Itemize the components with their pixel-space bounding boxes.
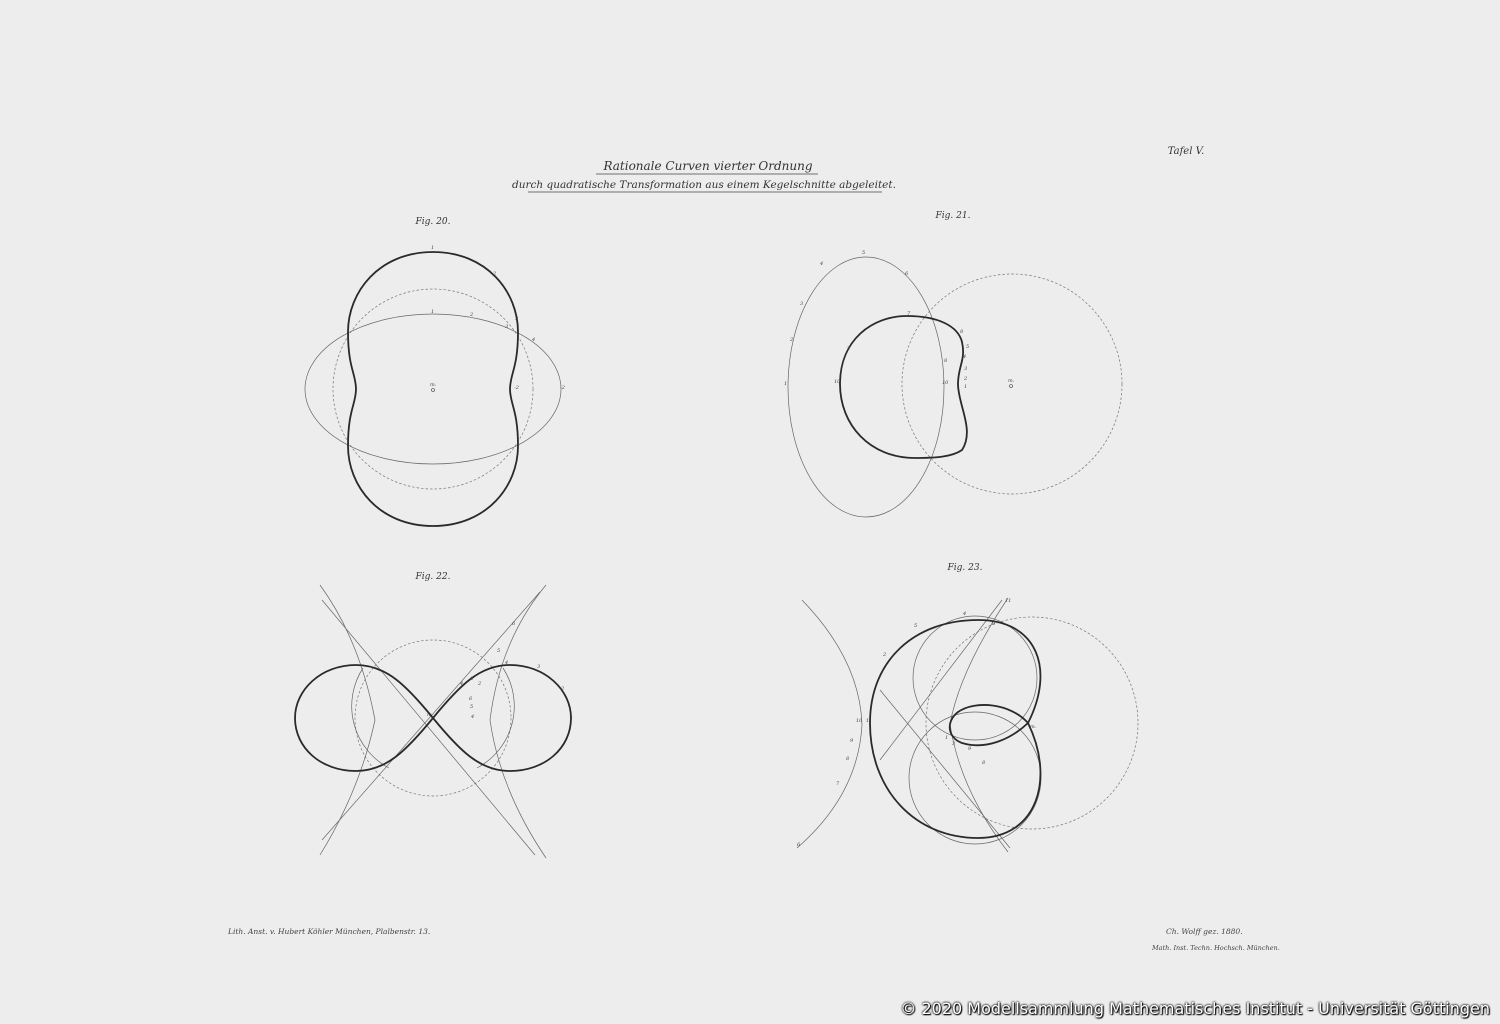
fig23-hyperbola-left <box>797 600 862 848</box>
svg-text:3: 3 <box>470 676 474 682</box>
svg-text:1: 1 <box>570 716 574 722</box>
svg-text:1: 1 <box>784 381 788 387</box>
fig20-center-point <box>432 389 435 392</box>
svg-text:8: 8 <box>944 358 948 364</box>
fig22-hyperbola-left <box>320 585 375 855</box>
svg-text:8: 8 <box>982 760 986 766</box>
copyright-watermark: © 2020 Modellsammlung Mathematisches Institut - Universität Göttingen <box>900 999 1490 1018</box>
svg-text:8: 8 <box>960 329 964 335</box>
svg-text:2: 2 <box>790 337 794 343</box>
fig23-dashed-circle <box>926 617 1138 829</box>
svg-text:7: 7 <box>907 311 911 317</box>
svg-text:3: 3 <box>515 316 519 322</box>
fig20-dashed-circle <box>333 289 536 489</box>
fig23-inner-loop <box>950 705 1028 745</box>
svg-text:4: 4 <box>471 714 475 720</box>
svg-text:5: 5 <box>862 250 866 256</box>
svg-text:2: 2 <box>478 681 482 687</box>
svg-text:5: 5 <box>914 623 918 629</box>
svg-text:3: 3 <box>964 366 968 372</box>
svg-text:4: 4 <box>505 660 509 666</box>
svg-text:6: 6 <box>469 696 473 702</box>
fig21-label: Fig. 21. <box>935 211 971 221</box>
fig23-label: Fig. 23. <box>947 563 983 573</box>
fig20-center-label: m. <box>430 382 437 388</box>
institute-credit: Math. Inst. Techn. Hochsch. München. <box>1152 944 1280 952</box>
fig21-center-point <box>1010 385 1013 388</box>
svg-text:-2: -2 <box>514 385 519 391</box>
svg-text:11: 11 <box>1005 598 1012 604</box>
svg-text:1: 1 <box>431 245 435 251</box>
fig20-quartic-curve <box>348 252 518 526</box>
plate-title: Rationale Curven vierter Ordnung <box>603 159 813 173</box>
svg-text:8: 8 <box>846 756 850 762</box>
svg-text:3: 3 <box>800 301 804 307</box>
fig23-thin-circle-lower <box>909 712 1041 844</box>
fig20-label: Fig. 20. <box>415 217 451 227</box>
fig22-hyperbola-right <box>490 585 546 858</box>
svg-text:9: 9 <box>850 738 854 744</box>
svg-text:m: m <box>427 712 432 718</box>
svg-text:10: 10 <box>834 379 841 385</box>
svg-text:1: 1 <box>431 309 435 315</box>
fig23-cardioid-outer <box>870 620 1040 838</box>
fig20-ellipse <box>305 314 561 464</box>
svg-text:10: 10 <box>942 380 949 386</box>
svg-text:2: 2 <box>964 376 968 382</box>
svg-text:4: 4 <box>820 261 824 267</box>
imprint-left: Lith. Anst. v. Hubert Köhler München, Plalbenstr. 13. <box>228 927 431 936</box>
svg-text:2: 2 <box>561 686 565 692</box>
fig21-center-label: m. <box>1008 378 1015 384</box>
fig21-quartic-curve <box>840 316 970 458</box>
svg-text:4: 4 <box>963 611 967 617</box>
svg-text:3: 3 <box>537 664 541 670</box>
fig22-lemniscate <box>295 665 574 771</box>
svg-text:4: 4 <box>963 354 967 360</box>
fig22-label: Fig. 22. <box>415 572 451 582</box>
svg-text:3: 3 <box>505 324 509 330</box>
svg-text:3: 3 <box>952 741 956 747</box>
svg-text:6: 6 <box>905 271 909 277</box>
tafel-label: Tafel V. <box>1167 146 1205 157</box>
figure-20 <box>305 217 565 526</box>
svg-text:5: 5 <box>497 648 501 654</box>
svg-text:2: 2 <box>883 652 887 658</box>
svg-text:7: 7 <box>836 781 840 787</box>
svg-text:1: 1 <box>866 718 870 724</box>
svg-text:4: 4 <box>460 681 464 687</box>
svg-text:5: 5 <box>470 704 474 710</box>
svg-text:5: 5 <box>966 344 970 350</box>
svg-text:2: 2 <box>470 312 474 318</box>
figure-22 <box>295 572 573 858</box>
fig21-ellipse <box>788 257 944 517</box>
fig23-thin-circle-upper <box>913 616 1037 740</box>
fig23-center-label: m. <box>1030 724 1037 730</box>
plate-subtitle: durch quadratische Transformation aus einem Kegelschnitte abgeleitet. <box>512 179 896 191</box>
svg-text:1: 1 <box>964 384 968 390</box>
svg-text:1: 1 <box>945 735 949 741</box>
figure-21 <box>784 211 1122 517</box>
svg-text:2: 2 <box>493 271 497 277</box>
svg-text:-2: -2 <box>560 385 565 391</box>
svg-text:4: 4 <box>532 337 536 343</box>
svg-text:6: 6 <box>797 842 801 848</box>
svg-text:2: 2 <box>847 346 851 352</box>
fig21-dashed-circle <box>902 274 1122 494</box>
fig22-right-circle <box>477 668 514 768</box>
fig22-asymptote-1 <box>322 600 535 855</box>
fig20-point-numbers <box>431 245 565 391</box>
figure-23 <box>797 563 1138 852</box>
fig22-left-circle <box>352 668 389 768</box>
fig21-point-numbers <box>784 250 969 390</box>
svg-text:9: 9 <box>992 621 996 627</box>
svg-text:6: 6 <box>512 621 516 627</box>
fig23-branch-right <box>950 598 1008 852</box>
svg-text:9: 9 <box>968 746 972 752</box>
svg-text:10: 10 <box>856 718 863 724</box>
author-credit: Ch. Wolff gez. 1880. <box>1166 927 1243 936</box>
